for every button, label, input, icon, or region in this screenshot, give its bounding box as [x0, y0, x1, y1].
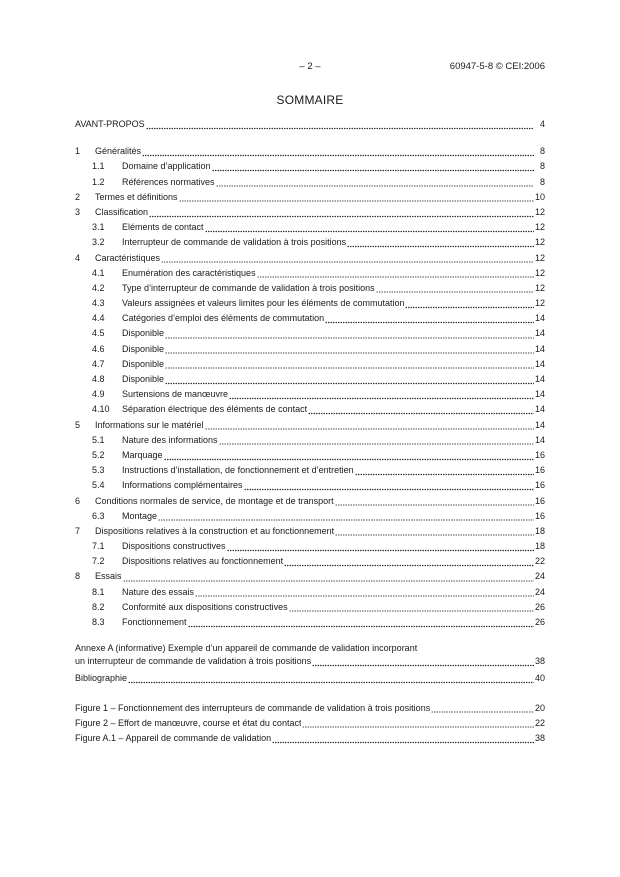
toc-entry[interactable] — [75, 387, 545, 402]
leader-dots — [195, 587, 534, 597]
figure-entry[interactable] — [75, 716, 545, 731]
toc-entry-number: 5.3 — [92, 465, 105, 476]
toc-entry-number: 5.1 — [92, 434, 105, 445]
toc-entry-number: 7 — [75, 525, 81, 536]
leader-dots — [308, 405, 534, 415]
toc-entry[interactable] — [75, 281, 545, 296]
leader-dots — [257, 268, 534, 278]
leader-dots — [219, 435, 534, 445]
toc-page-number: 26 — [534, 617, 545, 627]
toc-entry[interactable] — [75, 357, 545, 372]
toc-page-number: 12 — [534, 252, 545, 263]
toc-entry-text: Dispositions constructives — [122, 541, 226, 552]
toc-entry-text: Interrupteur de commande de validation à trois positions — [122, 237, 347, 248]
toc-page-number: 16 — [534, 449, 545, 460]
toc-entry[interactable] — [75, 433, 545, 448]
toc-entry-number: 1.1 — [92, 161, 105, 172]
toc-entry-text: Conformité aux dispositions constructives — [122, 601, 288, 612]
toc-page-number: 38 — [534, 732, 545, 743]
toc-page-number: 14 — [534, 404, 545, 415]
toc-entry[interactable] — [75, 190, 545, 205]
toc-entry[interactable] — [75, 402, 545, 417]
toc-entry[interactable] — [75, 600, 545, 615]
leader-dots — [212, 162, 534, 172]
toc-entry-text: Termes et définitions — [95, 191, 178, 202]
toc-entry-number: 8.1 — [92, 586, 105, 597]
toc-entry-text: Essais — [95, 571, 122, 582]
toc-entry-text: Valeurs assignées et valeurs limites pour les éléments de commutation — [122, 298, 405, 309]
leader-dots — [347, 238, 534, 248]
figure-entry[interactable] — [75, 701, 545, 716]
toc-entry-text: Enumération des caractéristiques — [122, 267, 256, 278]
leader-dots — [405, 299, 534, 309]
toc-entry-number: 8.3 — [92, 617, 105, 627]
leader-dots — [205, 420, 534, 430]
toc-annex-line1: Annexe A (informative) Exemple d’un appareil de commande de validation incorporant — [75, 643, 418, 654]
toc-entry[interactable] — [75, 569, 545, 584]
leader-dots — [123, 572, 534, 582]
leader-dots — [146, 120, 534, 130]
toc-entry-text: Fonctionnement — [122, 617, 187, 627]
toc-entry-text: Références normatives — [122, 176, 215, 187]
leader-dots — [376, 283, 534, 293]
leader-dots — [244, 481, 534, 491]
toc-entry-text: Nature des essais — [122, 586, 195, 597]
leader-dots — [142, 147, 534, 157]
toc-page-number: 12 — [534, 298, 545, 309]
page-number: – 2 – — [299, 61, 321, 72]
toc-entry-number: 8.2 — [92, 601, 105, 612]
figure-entry[interactable] — [75, 731, 545, 746]
toc-entry[interactable] — [75, 372, 545, 387]
toc-entry[interactable] — [75, 144, 545, 159]
toc-entry[interactable] — [75, 326, 545, 341]
toc-page-number: 10 — [534, 191, 545, 202]
toc-entry-number: 4.7 — [92, 358, 105, 369]
page-title: SOMMAIRE — [276, 93, 344, 107]
toc-entry-text: Marquage — [122, 449, 163, 460]
toc-entry[interactable] — [75, 554, 545, 569]
toc-annex-entry[interactable] — [75, 642, 545, 667]
toc-entry-number: 4 — [75, 252, 81, 263]
leader-dots — [161, 253, 534, 263]
leader-dots — [284, 557, 534, 567]
toc-entry-number: 4.4 — [92, 313, 105, 324]
toc-entry-text: Disponible — [122, 343, 165, 354]
toc-entry-text: Dispositions relatives à la construction et au fonctionnement — [95, 525, 335, 536]
toc-entry-text: Disponible — [122, 328, 165, 339]
toc-entry[interactable] — [75, 494, 545, 509]
toc-entry[interactable] — [75, 117, 545, 132]
toc-page-number: 14 — [534, 358, 545, 369]
toc-entry-number: 4.9 — [92, 389, 105, 400]
toc-entry-number: 5 — [75, 419, 81, 430]
toc-entry-text: Disponible — [122, 374, 165, 384]
leader-dots — [289, 602, 534, 612]
toc-entry-text: Nature des informations — [122, 434, 218, 445]
toc-entry[interactable] — [75, 266, 545, 281]
toc-entry[interactable] — [75, 509, 545, 524]
toc-entry-number: 4.3 — [92, 298, 105, 309]
toc-page-number: 12 — [534, 282, 545, 293]
toc-entry[interactable] — [75, 205, 545, 220]
toc-entry-number: 4.6 — [92, 343, 105, 354]
leader-dots — [165, 329, 534, 339]
toc-entry-text: Généralités — [95, 146, 142, 157]
toc-entry-text: Informations complémentaires — [122, 480, 243, 491]
toc-page-number: 4 — [539, 119, 545, 129]
toc-page-number: 14 — [534, 419, 545, 430]
leader-dots — [128, 674, 534, 684]
toc-entry[interactable] — [75, 615, 545, 630]
leader-dots — [205, 223, 534, 233]
toc-entry-number: 5.2 — [92, 449, 105, 460]
toc-entry[interactable] — [75, 296, 545, 311]
toc-entry-number: 1 — [75, 146, 81, 157]
toc-entry-text: Informations sur le matériel — [95, 419, 204, 430]
toc-page-number: 16 — [534, 480, 545, 491]
toc-entry[interactable] — [75, 539, 545, 554]
toc-entry-text: Figure 2 – Effort de manœuvre, course et état du contact — [75, 717, 302, 728]
leader-dots — [227, 542, 534, 552]
toc-entry-number: 4.8 — [92, 374, 105, 384]
toc-page-number: 12 — [534, 206, 545, 217]
toc-page-number: 16 — [534, 495, 545, 506]
toc-entry-text: Séparation électrique des éléments de contact — [122, 404, 308, 415]
leader-dots — [158, 511, 534, 521]
toc-entry[interactable] — [75, 175, 545, 190]
toc-entry-number: 4.10 — [92, 404, 110, 415]
toc-page-number: 22 — [534, 556, 545, 567]
toc-entry-text: Domaine d’application — [122, 161, 211, 172]
toc-page-number: 12 — [534, 267, 545, 278]
toc-page-number: 14 — [534, 374, 545, 384]
toc-page-number: 14 — [534, 389, 545, 400]
toc-entry[interactable] — [75, 342, 545, 357]
toc-page-number: 16 — [534, 465, 545, 476]
toc-entries — [75, 117, 545, 630]
toc-entry[interactable] — [75, 463, 545, 478]
toc-page-number: 18 — [534, 525, 545, 536]
toc-annex-line2: un interrupteur de commande de validation à trois positions — [75, 656, 312, 667]
toc-entry-text: AVANT-PROPOS — [75, 119, 145, 129]
toc-page-number: 14 — [534, 343, 545, 354]
toc-entry-text: Catégories d’emploi des éléments de commutation — [122, 313, 325, 324]
list-of-figures — [75, 701, 545, 747]
toc-entry[interactable] — [75, 448, 545, 463]
toc-entry-number: 5.4 — [92, 480, 105, 491]
toc-page-number: 16 — [534, 510, 545, 521]
toc-entry[interactable] — [75, 585, 545, 600]
toc-entry-text: Bibliographie — [75, 673, 128, 684]
toc-page-number: 22 — [534, 717, 545, 728]
toc-page-number: 24 — [534, 571, 545, 582]
toc-entry[interactable] — [75, 235, 545, 250]
leader-dots — [335, 496, 534, 506]
leader-dots — [431, 703, 534, 713]
leader-dots — [149, 208, 534, 218]
toc-entry-number: 2 — [75, 191, 81, 202]
toc-page-number: 40 — [534, 673, 545, 684]
leader-dots — [188, 618, 534, 628]
leader-dots — [302, 718, 534, 728]
toc-entry-text: Conditions normales de service, de montage et de transport — [95, 495, 334, 506]
toc-entry-number: 3 — [75, 206, 81, 217]
leader-dots — [312, 657, 534, 667]
toc-entry[interactable] — [75, 220, 545, 235]
toc-entry-text: Montage — [122, 510, 158, 521]
toc-entry-text: Figure A.1 – Appareil de commande de validation — [75, 732, 272, 743]
toc-entry-text: Eléments de contact — [122, 222, 204, 233]
document-reference: 60947-5-8 © CEI:2006 — [449, 61, 545, 72]
toc-entry-text: Classification — [95, 206, 149, 217]
leader-dots — [272, 734, 534, 744]
toc-entry-text: Caractéristiques — [95, 252, 161, 263]
leader-dots — [164, 451, 534, 461]
toc-page-number: 8 — [539, 146, 545, 157]
toc-entry-number: 1.2 — [92, 176, 105, 187]
toc-page-number: 12 — [534, 222, 545, 233]
toc-entry-number: 7.1 — [92, 541, 105, 552]
toc-entry[interactable] — [75, 251, 545, 266]
leader-dots — [355, 466, 534, 476]
toc-page-number: 12 — [534, 237, 545, 248]
toc-page-number: 24 — [534, 586, 545, 597]
toc-entry-number: 6.3 — [92, 510, 105, 521]
toc-page-number: 8 — [539, 161, 545, 172]
toc-page-number: 14 — [534, 434, 545, 445]
leader-dots — [229, 390, 534, 400]
toc-page-number: 14 — [534, 313, 545, 324]
leader-dots — [325, 314, 534, 324]
leader-dots — [165, 359, 534, 369]
toc-entry-text: Surtensions de manœuvre — [122, 389, 229, 400]
toc-entry[interactable] — [75, 311, 545, 326]
leader-dots — [165, 375, 534, 385]
toc-entry-text: Dispositions relatives au fonctionnement — [122, 556, 284, 567]
toc-entry-number: 4.5 — [92, 328, 105, 339]
toc-entry-number: 6 — [75, 495, 81, 506]
table-of-contents — [75, 117, 545, 746]
toc-entry-number: 3.1 — [92, 222, 105, 233]
toc-entry[interactable] — [75, 418, 545, 433]
toc-entry-number: 8 — [75, 571, 81, 582]
toc-bibliography-entry[interactable] — [75, 671, 545, 686]
toc-entry-number: 4.2 — [92, 282, 105, 293]
leader-dots — [216, 177, 534, 187]
toc-entry-text: Instructions d’installation, de fonctionnement et d’entretien — [122, 465, 354, 476]
leader-dots — [335, 526, 534, 536]
toc-entry[interactable] — [75, 478, 545, 493]
leader-dots — [165, 344, 534, 354]
toc-entry-number: 4.1 — [92, 267, 105, 278]
toc-entry-text: Type d’interrupteur de commande de validation à trois positions — [122, 282, 375, 293]
toc-page-number: 38 — [534, 656, 545, 667]
toc-page-number: 8 — [539, 176, 545, 187]
toc-entry[interactable] — [75, 524, 545, 539]
toc-page-number: 18 — [534, 541, 545, 552]
toc-entry-number: 3.2 — [92, 237, 105, 248]
toc-entry-text: Disponible — [122, 358, 165, 369]
toc-entry-text: Figure 1 – Fonctionnement des interrupteurs de commande de validation à trois positions — [75, 702, 431, 713]
toc-entry[interactable] — [75, 159, 545, 174]
leader-dots — [179, 192, 534, 202]
toc-entry-number: 7.2 — [92, 556, 105, 567]
toc-page-number: 14 — [534, 328, 545, 339]
toc-page-number: 20 — [534, 702, 545, 713]
toc-page-number: 26 — [534, 601, 545, 612]
